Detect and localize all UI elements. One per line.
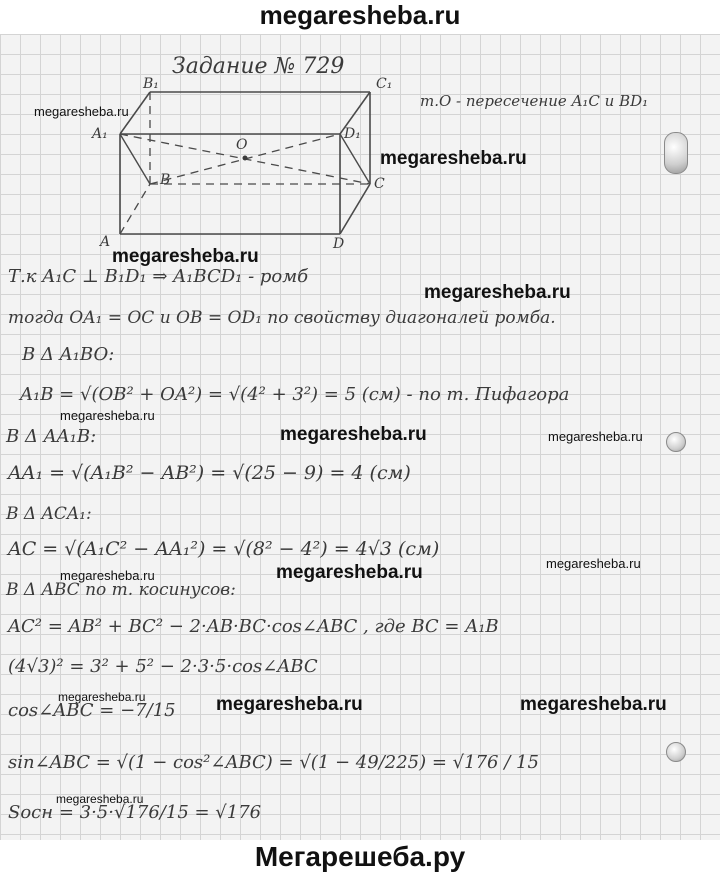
solution-line-8: В Δ ACA₁: bbox=[6, 504, 92, 524]
watermark: megaresheba.ru bbox=[56, 792, 144, 806]
solution-line-4: В Δ A₁BO: bbox=[22, 344, 115, 365]
point-o bbox=[243, 156, 248, 161]
watermark: megaresheba.ru bbox=[424, 282, 571, 303]
watermark: megaresheba.ru bbox=[60, 568, 155, 583]
solution-line-5: A₁B = √(OB² + OA²) = √(4² + 3²) = 5 (см) - по т. Пифагора bbox=[20, 384, 570, 405]
edge-dc bbox=[340, 184, 370, 234]
watermark: megaresheba.ru bbox=[548, 429, 643, 444]
label-c1: C₁ bbox=[376, 76, 393, 92]
watermark: megaresheba.ru bbox=[34, 104, 129, 119]
solution-line-2: Т.к A₁C ⊥ B₁D₁ ⇒ A₁BCD₁ - ромб bbox=[8, 266, 309, 287]
watermark: megaresheba.ru bbox=[112, 246, 259, 267]
binder-hole bbox=[664, 132, 688, 174]
label-b1: B₁ bbox=[143, 76, 159, 92]
label-a1: A₁ bbox=[92, 126, 108, 142]
solution-line-1: т.O - пересечение A₁C и BD₁ bbox=[420, 92, 649, 110]
watermark: megaresheba.ru bbox=[60, 408, 155, 423]
solution-line-9: AC = √(A₁C² − AA₁²) = √(8² − 4²) = 4√3 (см) bbox=[8, 538, 440, 560]
edge-a1b bbox=[120, 134, 150, 184]
label-o: O bbox=[236, 137, 248, 153]
watermark: megaresheba.ru bbox=[58, 690, 146, 704]
label-c: C bbox=[374, 176, 385, 192]
parallelepiped-figure bbox=[0, 34, 720, 264]
notebook-sheet bbox=[0, 34, 720, 840]
solution-line-11: AC² = AB² + BC² − 2·AB·BC·cos∠ABC , где BC = A₁B bbox=[8, 616, 499, 637]
watermark: megaresheba.ru bbox=[546, 556, 641, 571]
solution-line-13: cos∠ABC = −7/15 bbox=[8, 700, 176, 721]
watermark: megaresheba.ru bbox=[280, 424, 427, 445]
watermark: megaresheba.ru bbox=[276, 562, 423, 583]
watermark: megaresheba.ru bbox=[520, 694, 667, 715]
site-header[interactable]: megaresheba.ru bbox=[259, 0, 461, 30]
solution-line-12: (4√3)² = 3² + 5² − 2·3·5·cos∠ABC bbox=[8, 656, 318, 677]
site-footer[interactable]: Мегарешеба.ру bbox=[254, 841, 466, 872]
label-d1: D₁ bbox=[344, 126, 361, 142]
task-title: Задание № 729 bbox=[172, 54, 345, 79]
solution-line-6: В Δ AA₁B: bbox=[6, 426, 97, 447]
binder-hole bbox=[666, 432, 686, 452]
binder-hole bbox=[666, 742, 686, 762]
hidden-edge-ab bbox=[120, 184, 150, 234]
solution-line-7: AA₁ = √(A₁B² − AB²) = √(25 − 9) = 4 (см) bbox=[8, 462, 411, 484]
solution-line-14: sin∠ABC = √(1 − cos²∠ABC) = √(1 − 49/225) = √176 / 15 bbox=[8, 752, 539, 773]
solution-line-15: Sосн = 3·5·√176/15 = √176 bbox=[8, 802, 262, 823]
label-a: A bbox=[100, 234, 111, 250]
watermark: megaresheba.ru bbox=[380, 148, 527, 169]
solution-line-3: тогда OA₁ = OC и OB = OD₁ по свойству диагоналей ромба. bbox=[8, 308, 556, 328]
solution-line-10: В Δ ABC по т. косинусов: bbox=[6, 580, 236, 600]
label-b: B bbox=[160, 172, 171, 188]
label-d: D bbox=[333, 236, 345, 252]
watermark: megaresheba.ru bbox=[216, 694, 363, 715]
